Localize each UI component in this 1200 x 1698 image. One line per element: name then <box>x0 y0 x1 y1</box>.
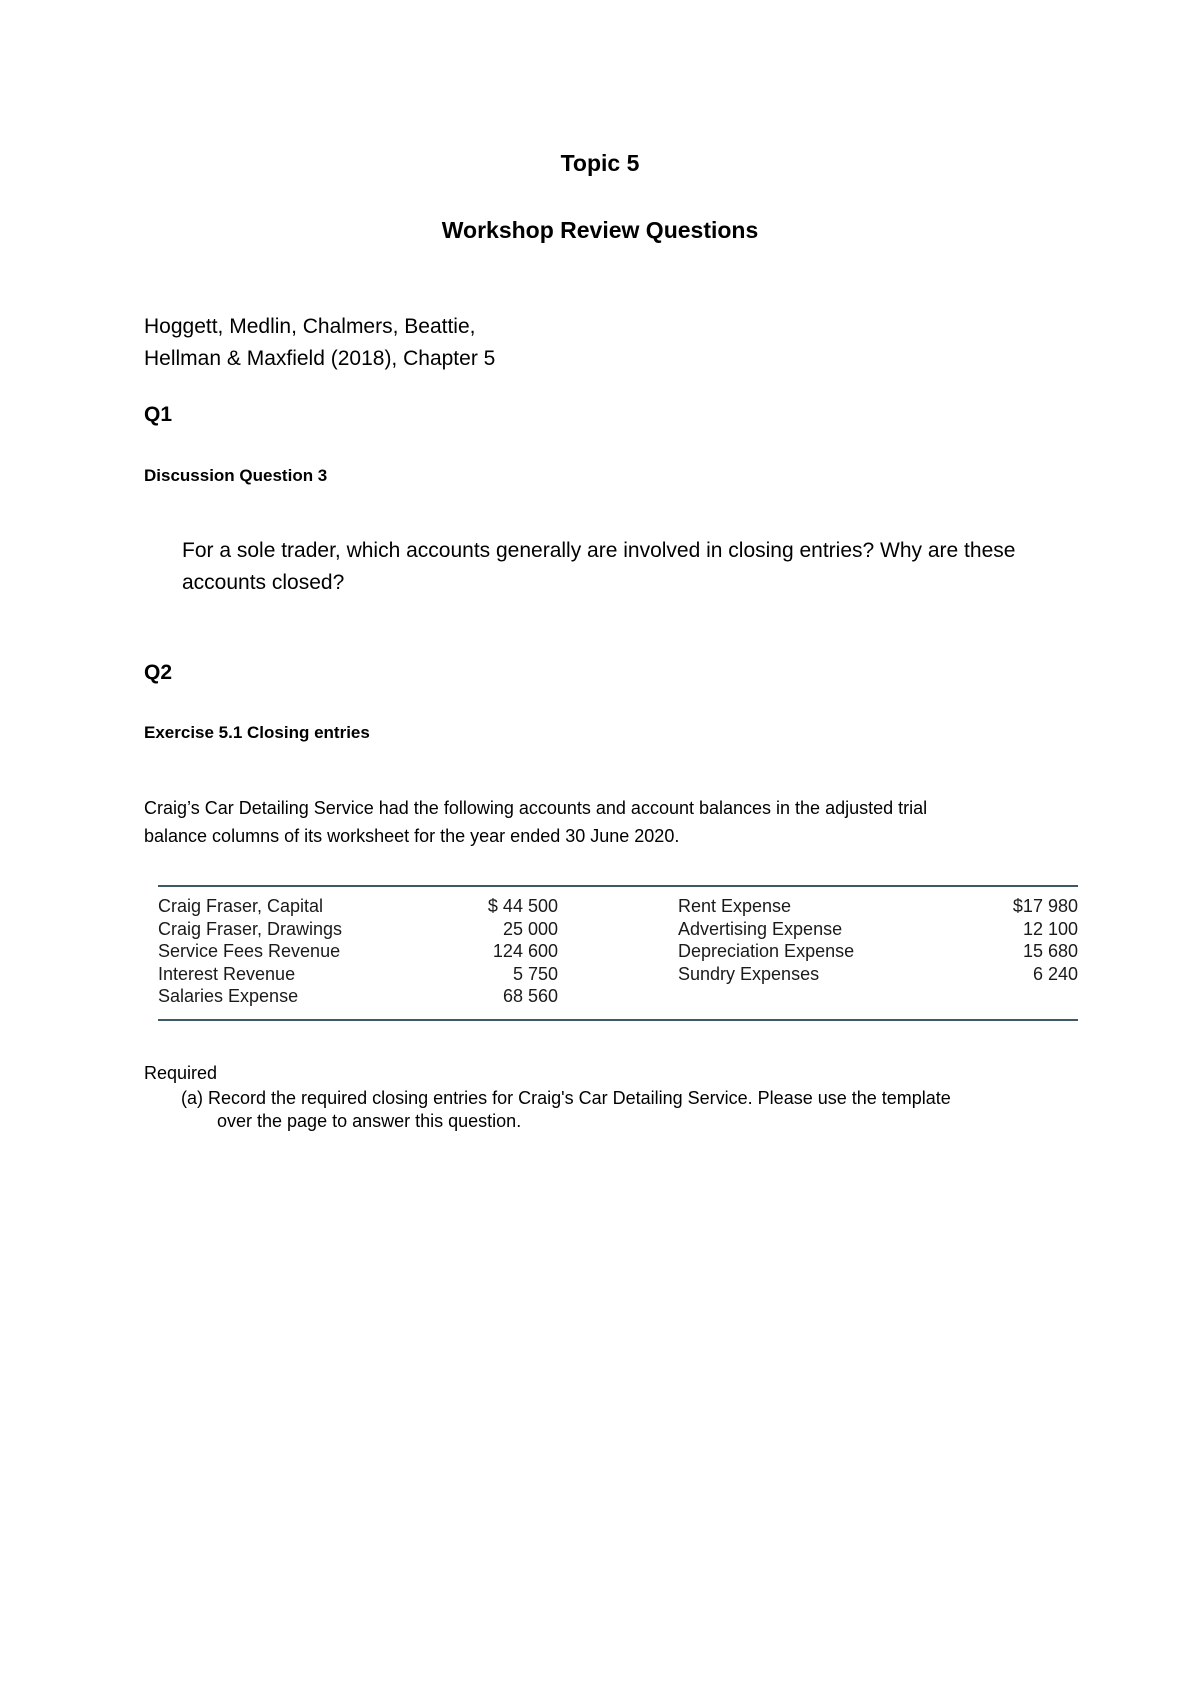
required-item-a <box>181 1087 1081 1133</box>
q1-question-text <box>182 535 1082 599</box>
account-name: Advertising Expense <box>678 918 843 939</box>
account-amount: $17 980 <box>1012 896 1078 916</box>
account-name: Interest Revenue <box>158 963 296 984</box>
account-amount: $ 44 500 <box>487 896 558 916</box>
account-amount: 6 240 <box>1032 963 1078 984</box>
account-amount: 15 680 <box>1022 941 1078 961</box>
table-row <box>158 895 1078 918</box>
account-amount: 5 750 <box>512 963 558 984</box>
q1-heading: Q1 <box>144 403 173 426</box>
reference-line-1: Hoggett, Medlin, Chalmers, Beattie, <box>144 315 476 338</box>
table-row <box>158 985 1078 1008</box>
account-name: Rent Expense <box>678 896 792 916</box>
account-name: Craig Fraser, Drawings <box>158 918 343 939</box>
required-item-a-line-1: (a) Record the required closing entries for Craig's Car Detailing Service. Please use the template <box>181 1088 951 1108</box>
account-name: Craig Fraser, Capital <box>158 896 324 916</box>
table-top-rule <box>158 885 1078 887</box>
table-bottom-rule <box>158 1019 1078 1021</box>
q2-heading: Q2 <box>144 661 173 684</box>
table-row <box>158 918 1078 941</box>
account-balances-table <box>158 895 1078 1008</box>
q1-question-line-2: accounts closed? <box>182 571 345 594</box>
textbook-reference <box>144 311 495 375</box>
account-name: Salaries Expense <box>158 986 299 1006</box>
reference-line-2: Hellman & Maxfield (2018), Chapter 5 <box>144 347 496 370</box>
required-item-a-line-2: over the page to answer this question. <box>217 1111 522 1131</box>
table-row <box>158 963 1078 986</box>
account-name: Sundry Expenses <box>678 963 820 984</box>
account-amount: 68 560 <box>502 986 558 1006</box>
page-subtitle: Workshop Review Questions <box>441 217 759 243</box>
account-amount: 12 100 <box>1022 918 1078 939</box>
q2-intro-text <box>144 794 1084 850</box>
q2-intro-line-2: balance columns of its worksheet for the year ended 30 June 2020. <box>144 826 680 846</box>
account-amount: 124 600 <box>492 941 558 961</box>
q1-question-line-1: For a sole trader, which accounts generally are involved in closing entries? Why are these <box>182 539 1016 562</box>
table-row <box>158 940 1078 963</box>
account-amount: 25 000 <box>502 918 558 939</box>
required-label: Required <box>144 1063 218 1083</box>
account-name: Depreciation Expense <box>678 941 855 961</box>
page-title: Topic 5 <box>560 150 640 176</box>
q1-subheading: Discussion Question 3 <box>144 466 328 485</box>
q2-subheading: Exercise 5.1 Closing entries <box>144 723 370 742</box>
q2-intro-line-1: Craig’s Car Detailing Service had the following accounts and account balances in the adjusted trial <box>144 798 928 818</box>
account-name: Service Fees Revenue <box>158 941 341 961</box>
